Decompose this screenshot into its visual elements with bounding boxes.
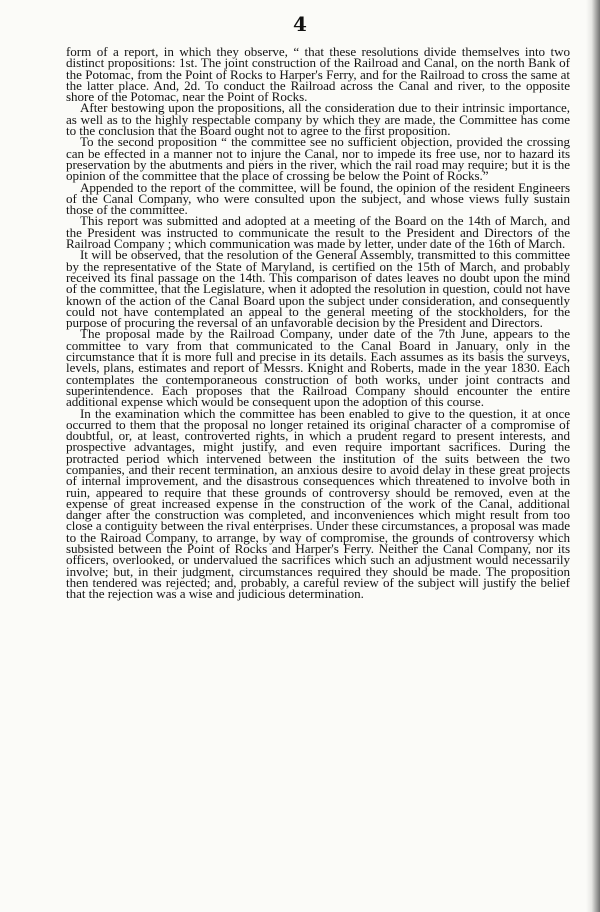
paragraph-railroad-proposal: The proposal made by the Railroad Company, under date of the 7th June, appears to the committee to vary from that communicated to the Canal Board in January, only in the circumstance that it is more full and precise in its details. Each assumes as its basis the surveys, levels, plans, estimates and report of Messrs. Knight and Roberts, made in the year 1830. Each contemplates the contemporaneous construction of both works, under joint contracts and superintendence. Each proposes that the Railroad Company should encounter the entire additional expense which would be consequent upon the adoption of this course. [66, 326, 570, 410]
paragraph-committee-conclusion: After bestowing upon the propositions, all the consideration due to their intrinsic importance, as well as to the highly respectable company by which they are made, the Committee has come to the conclusion that the Board ought not to agree to the first proposition. [66, 100, 570, 139]
paragraph-dates-comparison: It will be observed, that the resolution of the General Assembly, transmitted to this committee by the representative of the State of Maryland, is certified on the 15th of March, and probably received its final passage on the 14th. This comparison of dates leaves no doubt upon the mind of the committee, that the Legislature, when it adopted the resolution in question, could not have known of the action of the Canal Board upon the subject under consideration, and consequently could not have contemplated an appeal to the general meeting of the stockholders, for the purpose of procuring the reversal of an unfavorable decision by the President and Directors. [66, 247, 570, 331]
binding-shadow [586, 0, 600, 912]
paragraph-report-continuation: form of a report, in which they observe, “ that these resolutions divide themselves into two distinct propositions: 1st. The joint construction of the Railroad and Canal, on the north Bank of the Potomac, from the Point of Rocks to Harper's Ferry, and for the Railroad to cross the same at the latter place. And, 2d. To conduct the Railroad across the Canal and river, to the opposite shore of the Potomac, near the Point of Rocks. [66, 44, 570, 105]
paragraph-engineers-opinion: Appended to the report of the committee, will be found, the opinion of the resident Engineers of the Canal Company, who were consulted upon the subject, and whose views fully sustain those of the committee. [66, 179, 570, 218]
paragraph-examination: In the examination which the committee has been enabled to give to the question, it at once occurred to them that the proposal no longer retained its original character of a compromise of doubtful, or, at least, controverted rights, in which a prudent regard to present interests, and prospective advantages, might justify, and even require important sacrifices. During the protracted period which intervened between the institution of the suits between the two companies, and their recent termination, an anxious desire to avoid delay in these great projects of internal improvement, and the disastrous consequences which threatened to involve both in ruin, appeared to require that these grounds of controversy should be removed, even at the expense of great increased expense in the construction of the work of the Canal, additional danger after the construction was completed, and inconveniences which might result from too close a contiguity between the rival enterprises. Under these circumstances, a proposal was made to the Rairoad Company, to arrange, by way of compromise, the grounds of controversy which subsisted between the Point of Rocks and Harper's Ferry. Neither the Canal Company, nor its officers, overlooked, or undervalued the sacrifices which such an adjustment would necessarily involve; but, in their judgment, circumstances required they should be made. The proposition then tendered was rejected; and, probably, a careful review of the subject will justify the belief that the rejection was a wise and judicious determination. [66, 405, 570, 602]
paragraph-report-adopted: This report was submitted and adopted at a meeting of the Board on the 14th of March, and the President was instructed to communicate the result to the President and Directors of the Railroad Company ; which communication was made by letter, under date of the 16th of March. [66, 213, 570, 252]
page-number: 4 [293, 12, 307, 36]
body-text [66, 46, 570, 600]
paragraph-second-proposition: To the second proposition “ the committee see no sufficient objection, provided the crossing can be effected in a manner not to injure the Canal, nor to impede its free use, nor to hazard its preservation by the abutments and piers in the river, which the rail road may require; but it is the opinion of the committee that the place of crossing be below the Point of Rocks.” [66, 134, 570, 184]
